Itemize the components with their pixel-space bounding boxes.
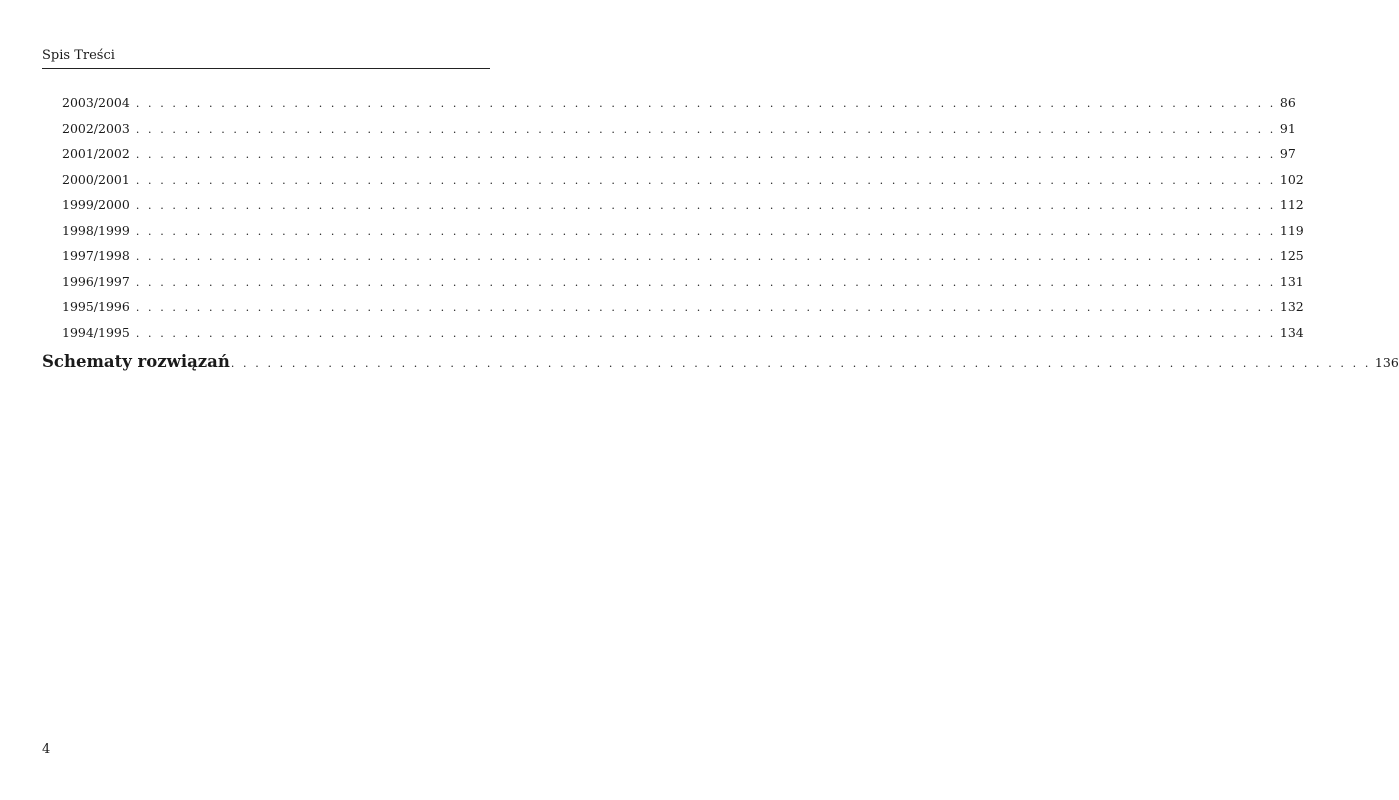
- toc-entry-label: 1997/1998: [62, 248, 130, 263]
- dot-leader: . . . . . . . . . . . . . . . . . . . . . . . . . . . . . . . . . . . . . . . . . . . . . . . . . . . . . . . . . . . . . . . . . . . . . . . . . . . . . . . . . . . . . . . . . . . . . .: [135, 97, 1276, 110]
- toc-entry-page: 102: [1279, 171, 1304, 187]
- toc-entry[interactable]: [42, 141, 1296, 167]
- toc-entry-page: 86: [1279, 95, 1296, 110]
- dot-leader: . . . . . . . . . . . . . . . . . . . . . . . . . . . . . . . . . . . . . . . . . . . . . . . . . . . . . . . . . . . . . . . . . . . . . . . . . . . . . . . . . . . . . . . . . . . . . .: [135, 122, 1276, 136]
- toc-entry-label: 1999/2000: [62, 197, 130, 212]
- toc-entry-label: 1996/1997: [62, 273, 130, 289]
- toc-entry-label: 2001/2002: [62, 146, 130, 161]
- toc-entry-label: 1995/1996: [62, 299, 130, 314]
- toc-entry[interactable]: [42, 116, 1296, 142]
- dot-leader: . . . . . . . . . . . . . . . . . . . . . . . . . . . . . . . . . . . . . . . . . . . . . . . . . . . . . . . . . . . . . . . . . . . . . . . . . . . . . . . . . . . . . . . . . . . . . .: [135, 275, 1276, 289]
- running-header-title: Spis Treści: [42, 48, 115, 63]
- dot-leader: . . . . . . . . . . . . . . . . . . . . . . . . . . . . . . . . . . . . . . . . . . . . . . . . . . . . . . . . . . . . . . . . . . . . . . . . . . . . . . . . . . . . . . . . . . . . . .: [230, 357, 1371, 370]
- toc-entry-page: 97: [1279, 146, 1296, 161]
- toc-entry-label: 1998/1999: [62, 222, 130, 238]
- toc-entry-page: 131: [1279, 273, 1304, 289]
- toc-entry[interactable]: [42, 167, 1304, 193]
- page-number: 4: [42, 742, 51, 757]
- toc-entry-label: 1994/1995: [62, 324, 130, 340]
- toc-section-page: 136: [1374, 355, 1399, 370]
- toc-entry[interactable]: [42, 218, 1304, 244]
- running-header: [42, 48, 490, 69]
- toc-entry[interactable]: [42, 294, 1304, 320]
- table-of-contents: [42, 90, 1399, 375]
- toc-entry-page: 132: [1279, 299, 1304, 314]
- toc-entry-page: 134: [1279, 324, 1304, 340]
- dot-leader: . . . . . . . . . . . . . . . . . . . . . . . . . . . . . . . . . . . . . . . . . . . . . . . . . . . . . . . . . . . . . . . . . . . . . . . . . . . . . . . . . . . . . . . . . . . . . .: [135, 301, 1276, 314]
- toc-entry-page: 119: [1279, 222, 1304, 238]
- dot-leader: . . . . . . . . . . . . . . . . . . . . . . . . . . . . . . . . . . . . . . . . . . . . . . . . . . . . . . . . . . . . . . . . . . . . . . . . . . . . . . . . . . . . . . . . . . . . . .: [135, 173, 1276, 187]
- toc-section-label: Schematy rozwiązań: [42, 352, 230, 371]
- toc-entry[interactable]: [42, 90, 1296, 116]
- toc-entry-label: 2000/2001: [62, 171, 130, 187]
- toc-entry[interactable]: [42, 320, 1304, 346]
- dot-leader: . . . . . . . . . . . . . . . . . . . . . . . . . . . . . . . . . . . . . . . . . . . . . . . . . . . . . . . . . . . . . . . . . . . . . . . . . . . . . . . . . . . . . . . . . . . . . .: [135, 199, 1276, 212]
- toc-entry-page: 125: [1279, 248, 1304, 263]
- toc-entry-page: 91: [1279, 120, 1296, 136]
- dot-leader: . . . . . . . . . . . . . . . . . . . . . . . . . . . . . . . . . . . . . . . . . . . . . . . . . . . . . . . . . . . . . . . . . . . . . . . . . . . . . . . . . . . . . . . . . . . . . .: [135, 148, 1276, 161]
- toc-entry-label: 2003/2004: [62, 95, 130, 110]
- toc-section-entry[interactable]: [42, 349, 1399, 375]
- dot-leader: . . . . . . . . . . . . . . . . . . . . . . . . . . . . . . . . . . . . . . . . . . . . . . . . . . . . . . . . . . . . . . . . . . . . . . . . . . . . . . . . . . . . . . . . . . . . . .: [135, 250, 1276, 263]
- toc-entry-page: 112: [1279, 197, 1304, 212]
- toc-entry[interactable]: [42, 243, 1304, 269]
- toc-entry[interactable]: [42, 192, 1304, 218]
- toc-entry[interactable]: [42, 269, 1304, 295]
- toc-entry-label: 2002/2003: [62, 120, 130, 136]
- dot-leader: . . . . . . . . . . . . . . . . . . . . . . . . . . . . . . . . . . . . . . . . . . . . . . . . . . . . . . . . . . . . . . . . . . . . . . . . . . . . . . . . . . . . . . . . . . . . . .: [135, 326, 1276, 340]
- dot-leader: . . . . . . . . . . . . . . . . . . . . . . . . . . . . . . . . . . . . . . . . . . . . . . . . . . . . . . . . . . . . . . . . . . . . . . . . . . . . . . . . . . . . . . . . . . . . . .: [135, 224, 1276, 238]
